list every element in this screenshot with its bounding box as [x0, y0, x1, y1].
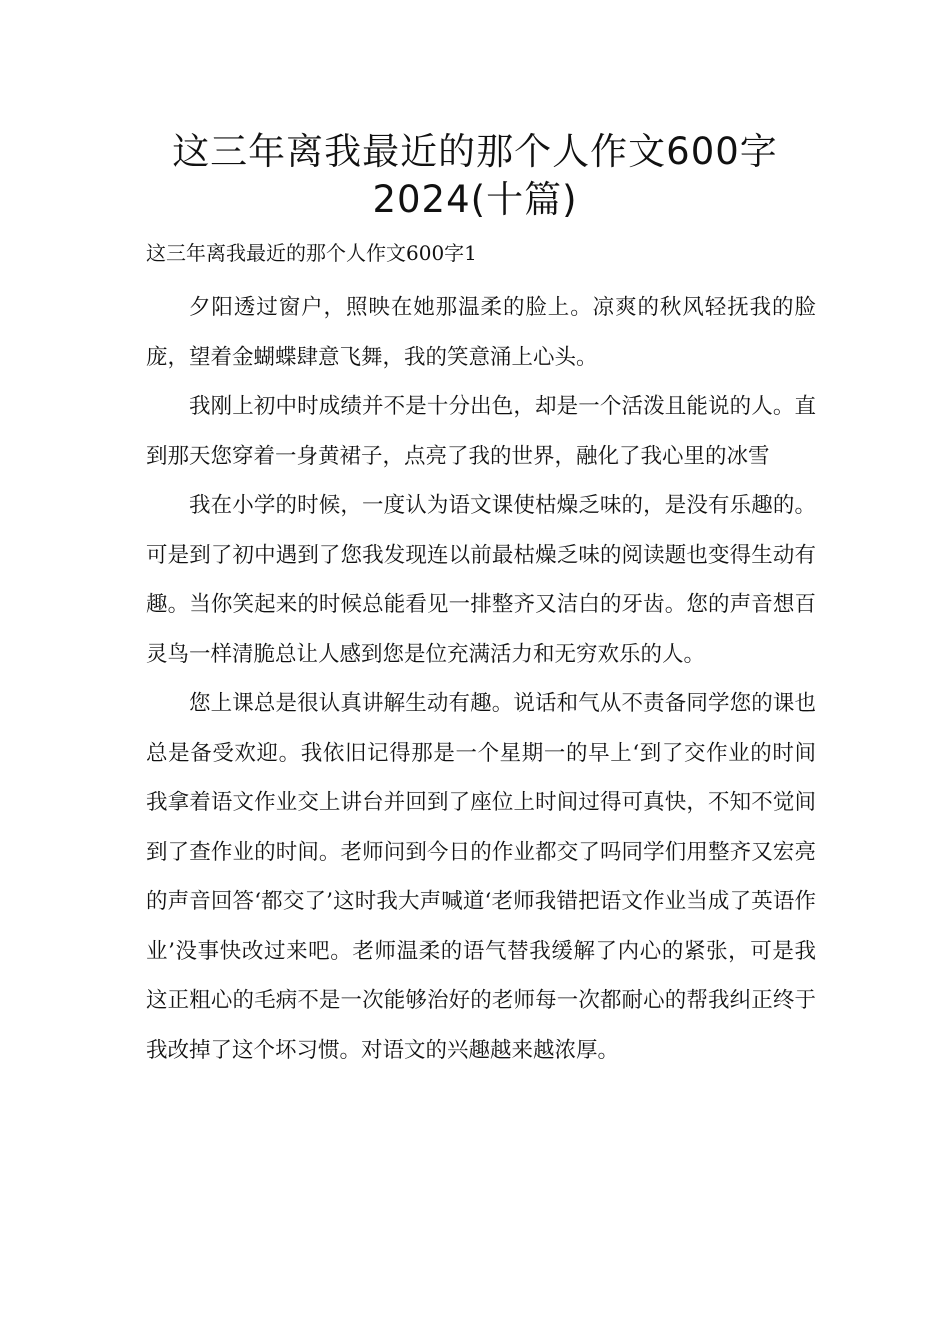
title-line-1: 这三年离我最近的那个人作文600字	[172, 130, 778, 173]
paragraph: 我在小学的时候，一度认为语文课使枯燥乏味的，是没有乐趣的。可是到了初中遇到了您我发现连以前最枯燥乏味的阅读题也变得生动有趣。当你笑起来的时候总能看见一排整齐又洁白的牙齿。您的声音想百灵鸟一样清脆总让人感到您是位充满活力和无穷欢乐的人。	[146, 493, 816, 667]
essay-body	[146, 283, 816, 1075]
section-heading: 这三年离我最近的那个人作文600字1	[146, 241, 477, 265]
paragraph: 我刚上初中时成绩并不是十分出色，却是一个活泼且能说的人。直到那天您穿着一身黄裙子，点亮了我的世界，融化了我心里的冰雪	[146, 394, 816, 469]
paragraph: 您上课总是很认真讲解生动有趣。说话和气从不责备同学您的课也总是备受欢迎。我依旧记得那是一个星期一的早上‘到了交作业的时间我拿着语文作业交上讲台并回到了座位上时间过得可真快，不知不觉间到了查作业的时间。老师问到今日的作业都交了吗同学们用整齐又宏亮的声音回答‘都交了’这时我大声喊道‘老师我错把语文作业当成了英语作业’没事快改过来吧。老师温柔的语气替我缓解了内心的紧张，可是我这正粗心的毛病不是一次能够治好的老师每一次都耐心的帮我纠正终于我改掉了这个坏习惯。对语文的兴趣越来越浓厚。	[146, 691, 816, 1063]
paragraph: 夕阳透过窗户，照映在她那温柔的脸上。凉爽的秋风轻抚我的脸庞，望着金蝴蝶肆意飞舞，我的笑意涌上心头。	[146, 295, 816, 370]
title-line-2: 2024(十篇)	[372, 178, 578, 221]
document-title	[100, 128, 850, 224]
